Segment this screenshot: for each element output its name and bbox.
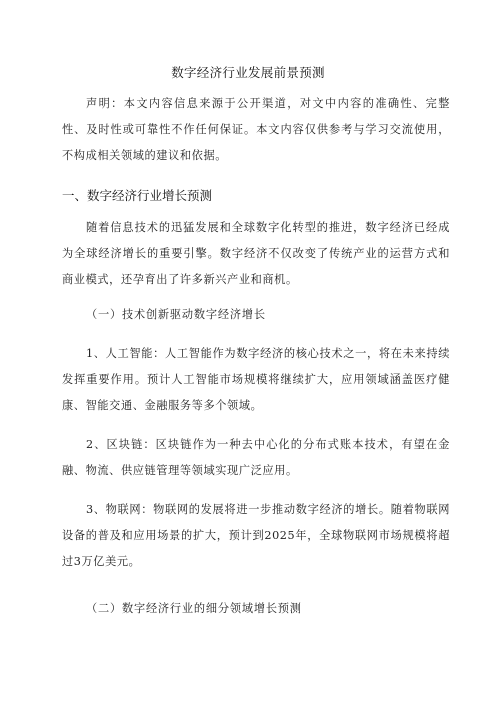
list-item-blockchain: 2、区块链：区块链作为一种去中心化的分布式账本技术，有望在金融、物流、供应链管理等领域实现广泛应用。 bbox=[62, 438, 450, 477]
subsection-heading: （二）数字经济行业的细分领域增长预测 bbox=[86, 602, 302, 615]
disclaimer-paragraph: 声明：本文内容信息来源于公开渠道，对文中内容的准确性、完整性、及时性或可靠性不作任何保证。本文内容仅供参考与学习交流使用，不构成相关领域的建议和依据。 bbox=[62, 97, 450, 162]
list-item-iot: 3、物联网：物联网的发展将进一步推动数字经济的增长。随着物联网设备的普及和应用场景的扩大，预计到2025年，全球物联网市场规模将超过3万亿美元。 bbox=[62, 503, 450, 568]
section-heading: 一、数字经济行业增长预测 bbox=[62, 188, 213, 203]
subsection-heading: （一）技术创新驱动数字经济增长 bbox=[86, 308, 266, 321]
document-title: 数字经济行业发展前景预测 bbox=[171, 65, 325, 80]
list-item-ai: 1、人工智能：人工智能作为数字经济的核心技术之一，将在未来持续发挥重要作用。预计人工智能市场规模将继续扩大，应用领域涵盖医疗健康、智能交通、金融服务等多个领域。 bbox=[62, 347, 450, 412]
intro-paragraph: 随着信息技术的迅猛发展和全球数字化转型的推进，数字经济已经成为全球经济增长的重要引擎。数字经济不仅改变了传统产业的运营方式和商业模式，还孕育出了许多新兴产业和商机。 bbox=[62, 221, 450, 286]
